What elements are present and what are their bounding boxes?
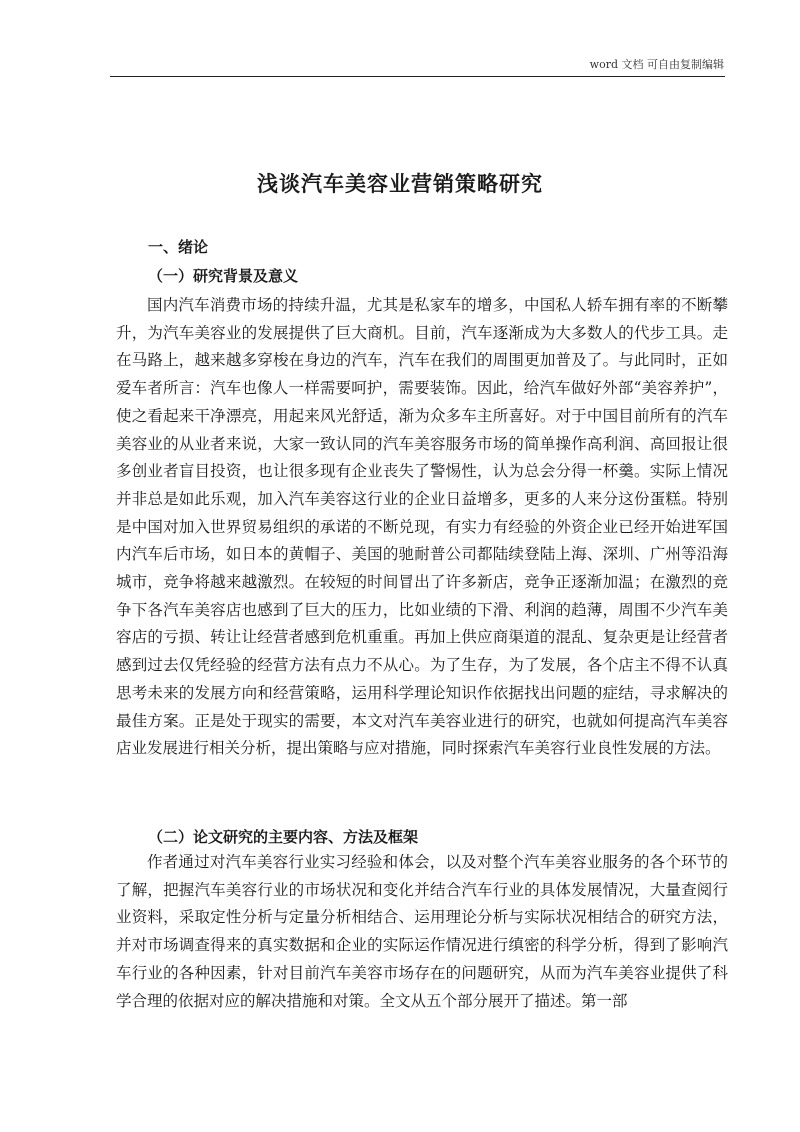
header-note: word 文档 可自由复制编辑 xyxy=(589,58,724,71)
paragraph-background: 国内汽车消费市场的持续升温，尤其是私家车的增多，中国私人轿车拥有率的不断攀升，为汽车美容业的发展提供了巨大商机。目前，汽车逐渐成为大多数人的代步工具。走在马路上，越来越多穿梭在身边的汽车，汽车在我们的周围更加普及了。与此同时，正如爱车者所言：汽车也像人一样需要呵护，需要装饰。因此，给汽车做好外部“美容养护”，使之看起来干净漂亮，用起来风光舒适，渐为众多车主所喜好。对于中国目前所有的汽车美容业的从业者来说，大家一致认同的汽车美容服务市场的简单操作高利润、高回报让很多创业者盲目投资，也让很多现有企业丧失了警惕性，认为总会分得一杯羹。实际上情况并非总是如此乐观，加入汽车美容这行业的企业日益增多，更多的人来分这份蛋糕。特别是中国对加入世界贸易组织的承诺的不断兑现，有实力有经验的外资企业已经开始进军国内汽车后市场，如日本的黄帽子、美国的驰耐普公司都陆续登陆上海、深圳、广州等沿海城市，竞争将越来越激烈。在较短的时间冒出了许多新店，竞争正逐渐加温；在激烈的竞争下各汽车美容店也感到了巨大的压力，比如业绩的下滑、利润的趋薄，周围不少汽车美容店的亏损、转让让经营者感到危机重重。再加上供应商渠道的混乱、复杂更是让经营者感到过去仅凭经验的经营方法有点力不从心。为了生存，为了发展，各个店主不得不认真思考未来的发展方向和经营策略，运用科学理论知识作依据找出问题的症结，寻求解决的最佳方案。正是处于现实的需要，本文对汽车美容业进行的研究，也就如何提高汽车美容店业发展进行相关分析，提出策略与应对措施，同时探索汽车美容行业良性发展的方法。 xyxy=(116,296,728,758)
header-rule xyxy=(110,76,725,77)
subsection-heading-background: （一）研究背景及意义 xyxy=(148,267,299,285)
document-title: 浅谈汽车美容业营销策略研究 xyxy=(257,172,543,196)
paragraph-content-methods: 作者通过对汽车美容行业实习经验和体会，以及对整个汽车美容业服务的各个环节的了解，把握汽车美容行业的市场状况和变化并结合汽车行业的具体发展情况，大量查阅行业资料，采取定性分析与定量分析相结合、运用理论分析与实际状况相结合的研究方法，并对市场调查得来的真实数据和企业的实际运作情况进行缜密的科学分析，得到了影响汽车行业的各种因素，针对目前汽车美容市场存在的问题研究，从而为汽车美容业提供了科学合理的依据对应的解决措施和对策。全文从五个部分展开了描述。第一部 xyxy=(116,853,728,1010)
subsection-heading-content-methods: （二）论文研究的主要内容、方法及框架 xyxy=(148,828,419,846)
section-heading-intro: 一、绪论 xyxy=(148,238,209,256)
